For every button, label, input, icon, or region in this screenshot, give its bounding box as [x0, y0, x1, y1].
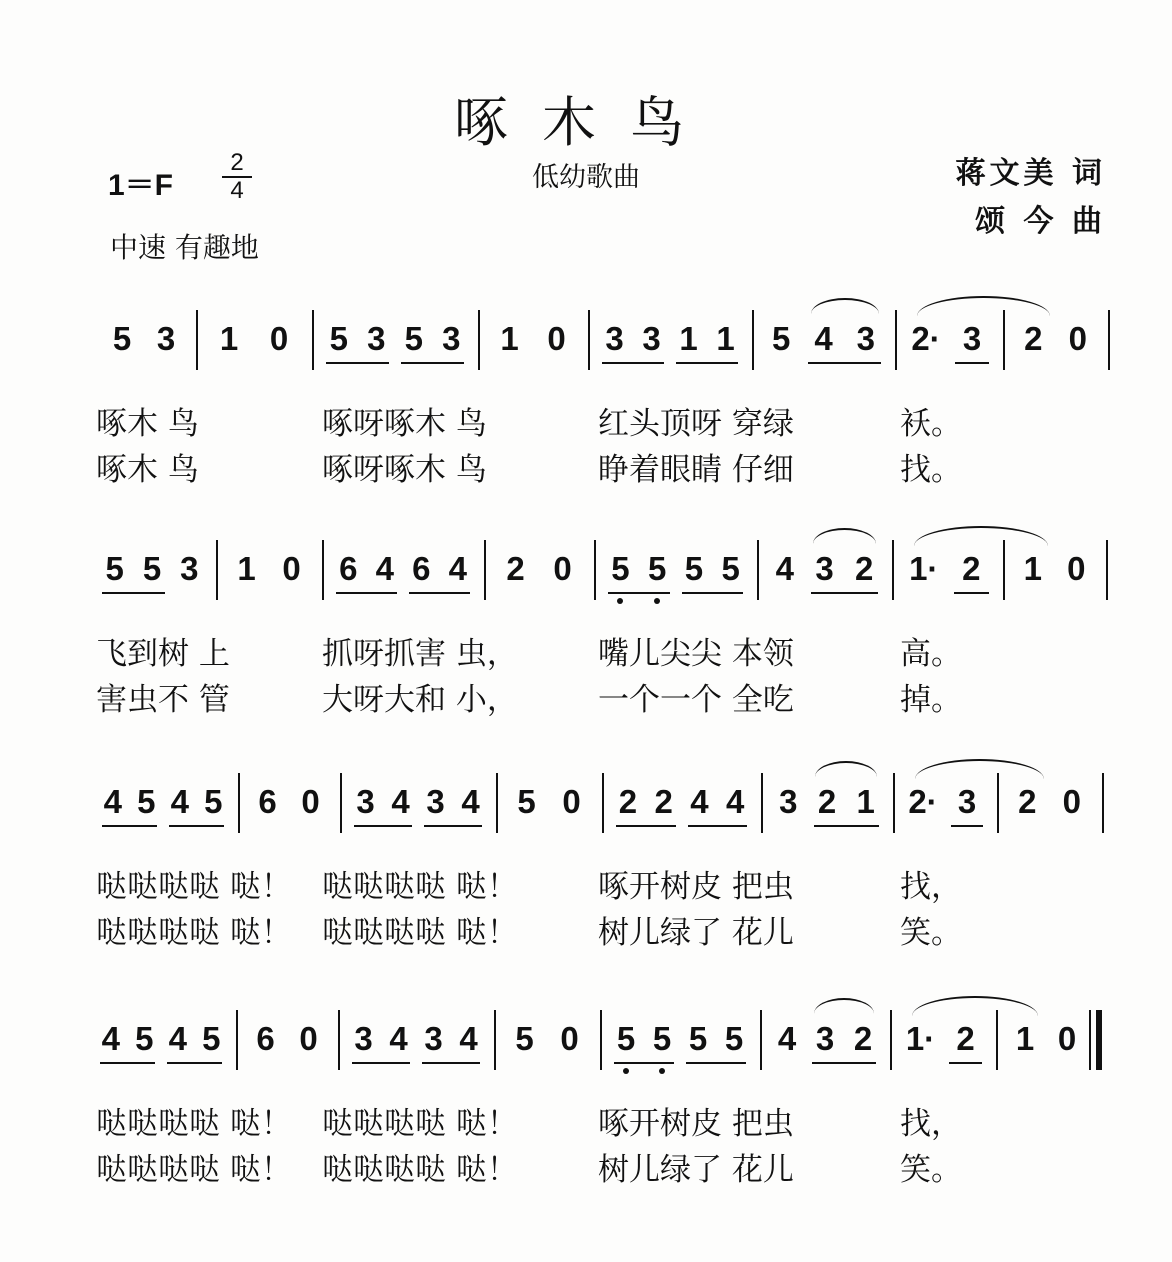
- barline: [895, 310, 897, 370]
- note: 4: [375, 550, 394, 587]
- barline: [1106, 540, 1108, 600]
- meter-bottom: 4: [230, 177, 244, 204]
- note: 2: [854, 550, 874, 587]
- note: 0: [282, 550, 301, 587]
- final-barline: [1096, 1010, 1102, 1070]
- barline: [484, 540, 486, 600]
- eighth-underline: [424, 825, 482, 827]
- tie-arc: [813, 528, 876, 544]
- tie-arc: [914, 526, 1048, 546]
- eighth-underline: [954, 592, 990, 594]
- eighth-underline: [814, 825, 879, 827]
- eighth-underline: [169, 825, 224, 827]
- barline: [760, 1010, 762, 1070]
- note: 3: [354, 1020, 373, 1057]
- note: 4: [103, 783, 122, 820]
- lyric-line-1: 啄开树皮 把虫: [598, 1106, 794, 1142]
- note: 4: [777, 1020, 797, 1057]
- lyric-line-1: 啄木 鸟: [96, 406, 199, 442]
- note: 0: [269, 320, 289, 357]
- note: 0: [1067, 550, 1086, 587]
- eighth-underline: [812, 1062, 876, 1064]
- note: 3: [426, 783, 445, 820]
- tie-arc: [917, 296, 1050, 316]
- note: 1: [716, 320, 735, 357]
- barline: [602, 773, 604, 833]
- lyric-line-2: 啄木 鸟: [96, 452, 199, 488]
- lyric-line-2: 哒哒哒哒 哒！: [322, 1152, 518, 1188]
- eighth-underline: [955, 362, 989, 364]
- note: 2: [1018, 783, 1037, 820]
- barline: [322, 540, 324, 600]
- note: 3: [156, 320, 176, 357]
- note: 4: [389, 1020, 408, 1057]
- eighth-underline: [336, 592, 397, 594]
- note: 3: [605, 320, 624, 357]
- eighth-underline: [616, 825, 676, 827]
- note: 5: [142, 550, 162, 587]
- note: 0: [1062, 783, 1081, 820]
- eighth-underline: [102, 825, 157, 827]
- eighth-underline: [811, 592, 878, 594]
- note: 4: [775, 550, 795, 587]
- note: 6: [339, 550, 358, 587]
- lyric-line-1: 找，: [900, 869, 962, 905]
- note: 5: [721, 550, 740, 587]
- note: 2: [1024, 320, 1043, 357]
- key-signature: 1＝F: [108, 169, 174, 202]
- note: 5: [112, 320, 132, 357]
- lower-octave-dot: [659, 1068, 665, 1074]
- lyric-line-1: 啄开树皮 把虫: [598, 869, 794, 905]
- note: 4: [170, 783, 189, 820]
- lyric-line-2: 掉。: [900, 682, 962, 718]
- note: 3: [356, 783, 375, 820]
- barline: [216, 540, 218, 600]
- lyric-line-2: 一个一个 全吃: [598, 682, 794, 718]
- note: 1: [500, 320, 519, 357]
- note: 2: [618, 783, 638, 820]
- note: 2: [962, 550, 981, 587]
- note: 6: [258, 783, 277, 820]
- lower-octave-dot: [654, 598, 660, 604]
- barline: [588, 310, 590, 370]
- eighth-underline: [688, 825, 748, 827]
- tempo-marking: 中速 有趣地: [110, 231, 259, 264]
- eighth-underline: [614, 1062, 674, 1064]
- eighth-underline: [167, 1062, 222, 1064]
- lyric-line-2: 睁着眼睛 仔细: [598, 452, 794, 488]
- eighth-underline: [949, 1062, 982, 1064]
- note: 3: [815, 1020, 835, 1057]
- eighth-underline: [401, 362, 464, 364]
- eighth-underline: [676, 362, 738, 364]
- lyric-line-2: 笑。: [900, 915, 962, 951]
- note: 0: [1068, 320, 1087, 357]
- tie-arc: [912, 996, 1038, 1016]
- barline: [1003, 310, 1005, 370]
- note: 4: [461, 783, 480, 820]
- song-title: 啄木鸟: [454, 91, 718, 154]
- eighth-underline: [326, 362, 389, 364]
- eighth-underline: [686, 1062, 746, 1064]
- note: 5: [647, 550, 667, 587]
- barline: [892, 540, 894, 600]
- note: 1: [219, 320, 239, 357]
- note: 0: [1057, 1020, 1077, 1057]
- note: 1: [679, 320, 698, 357]
- note: 5: [105, 550, 124, 587]
- note: 5: [771, 320, 791, 357]
- lyric-line-1: 嘴儿尖尖 本领: [598, 636, 794, 672]
- barline: [1102, 773, 1104, 833]
- note: 4: [814, 320, 833, 357]
- barline: [196, 310, 198, 370]
- eighth-underline: [100, 1062, 155, 1064]
- note: 5: [616, 1020, 636, 1057]
- note: 0: [560, 1020, 579, 1057]
- eighth-underline: [951, 825, 983, 827]
- barline: [238, 773, 240, 833]
- barline: [1089, 1010, 1091, 1070]
- note: 4: [459, 1020, 478, 1057]
- note: 3: [424, 1020, 443, 1057]
- eighth-underline: [608, 592, 670, 594]
- lower-octave-dot: [623, 1068, 629, 1074]
- note: 0: [299, 1020, 318, 1057]
- barline: [761, 773, 763, 833]
- note: 2: [654, 783, 673, 820]
- barline: [594, 540, 596, 600]
- note: 5: [688, 1020, 708, 1057]
- lyric-line-1: 哒哒哒哒 哒！: [322, 1106, 518, 1142]
- lyric-line-1: 啄呀啄木 鸟: [322, 406, 487, 442]
- note: 5: [135, 1020, 154, 1057]
- barline: [496, 773, 498, 833]
- note: 5: [684, 550, 704, 587]
- note: 5: [404, 320, 423, 357]
- eighth-underline: [352, 1062, 410, 1064]
- note: 3: [957, 783, 977, 820]
- lyric-line-2: 树儿绿了 花儿: [598, 915, 794, 951]
- note: 6: [256, 1020, 275, 1057]
- note: 2: [817, 783, 837, 820]
- lyricist-credit: 蒋文美 词: [955, 156, 1106, 191]
- note: 4: [448, 550, 467, 587]
- meter-top: 2: [230, 149, 244, 176]
- lyric-line-2: 树儿绿了 花儿: [598, 1152, 794, 1188]
- time-signature: [218, 150, 256, 204]
- note: 6: [412, 550, 431, 587]
- song-genre: 低幼歌曲: [532, 162, 640, 193]
- note: 2: [506, 550, 525, 587]
- note: 0: [562, 783, 581, 820]
- note: 3: [642, 320, 661, 357]
- lyric-line-2: 哒哒哒哒 哒！: [96, 915, 292, 951]
- note: 5: [137, 783, 156, 820]
- barline: [757, 540, 759, 600]
- note: 3: [962, 320, 982, 357]
- note: 3: [180, 550, 199, 587]
- note: 0: [301, 783, 320, 820]
- note: 4: [725, 783, 745, 820]
- lyric-line-1: 袄。: [900, 406, 962, 442]
- note: 4: [391, 783, 410, 820]
- lyric-line-1: 红头顶呀 穿绿: [598, 406, 794, 442]
- lyric-line-2: 笑。: [900, 1152, 962, 1188]
- barline: [338, 1010, 340, 1070]
- barline: [340, 773, 342, 833]
- tie-arc: [811, 298, 879, 314]
- tie-arc: [915, 759, 1044, 779]
- note: 1: [1023, 550, 1042, 587]
- note: 1: [1015, 1020, 1035, 1057]
- barline: [890, 1010, 892, 1070]
- note: 5: [204, 783, 223, 820]
- barline: [600, 1010, 602, 1070]
- note: 5: [517, 783, 536, 820]
- lyric-line-2: 哒哒哒哒 哒！: [96, 1152, 292, 1188]
- barline: [893, 773, 895, 833]
- note: 3: [367, 320, 386, 357]
- barline: [478, 310, 480, 370]
- lyric-line-1: 哒哒哒哒 哒！: [96, 869, 292, 905]
- note: 5: [329, 320, 348, 357]
- barline: [996, 1010, 998, 1070]
- note: 3: [442, 320, 461, 357]
- lyric-line-1: 哒哒哒哒 哒！: [96, 1106, 292, 1142]
- eighth-underline: [354, 825, 412, 827]
- note: 1·: [905, 1020, 936, 1057]
- lyric-line-1: 哒哒哒哒 哒！: [322, 869, 518, 905]
- eighth-underline: [602, 362, 664, 364]
- lower-octave-dot: [617, 598, 623, 604]
- note: 2: [853, 1020, 873, 1057]
- eighth-underline: [102, 592, 165, 594]
- note: 2·: [908, 783, 938, 820]
- note: 3: [779, 783, 798, 820]
- barline: [1003, 540, 1005, 600]
- note: 5: [652, 1020, 672, 1057]
- barline: [997, 773, 999, 833]
- note: 5: [724, 1020, 744, 1057]
- lyric-line-2: 啄呀啄木 鸟: [322, 452, 487, 488]
- note: 1·: [909, 550, 939, 587]
- barline: [494, 1010, 496, 1070]
- lyric-line-2: 大呀大和 小，: [322, 682, 518, 718]
- note: 1: [856, 783, 875, 820]
- note: 2·: [911, 320, 941, 357]
- note: 4: [168, 1020, 187, 1057]
- note: 3: [856, 320, 876, 357]
- eighth-underline: [409, 592, 470, 594]
- note: 0: [553, 550, 572, 587]
- note: 0: [547, 320, 566, 357]
- barline: [752, 310, 754, 370]
- barline: [312, 310, 314, 370]
- eighth-underline: [682, 592, 744, 594]
- note: 2: [956, 1020, 975, 1057]
- lyric-line-1: 飞到树 上: [96, 636, 230, 672]
- note: 4: [690, 783, 709, 820]
- note: 5: [202, 1020, 221, 1057]
- lyric-line-2: 哒哒哒哒 哒！: [322, 915, 518, 951]
- note: 5: [611, 550, 630, 587]
- lyric-line-2: 找。: [900, 452, 962, 488]
- eighth-underline: [422, 1062, 480, 1064]
- lyric-line-2: 害虫不 管: [96, 682, 230, 718]
- lyric-line-1: 找，: [900, 1106, 962, 1142]
- note: 5: [515, 1020, 534, 1057]
- composer-credit: 颂 今 曲: [975, 204, 1106, 239]
- note: 3: [815, 550, 834, 587]
- note: 1: [237, 550, 256, 587]
- barline: [1108, 310, 1110, 370]
- lyric-line-1: 抓呀抓害 虫，: [322, 636, 518, 672]
- tie-arc: [814, 998, 875, 1014]
- barline: [236, 1010, 238, 1070]
- note: 4: [101, 1020, 120, 1057]
- eighth-underline: [808, 362, 881, 364]
- lyric-line-1: 高。: [900, 636, 962, 672]
- tie-arc: [815, 761, 877, 777]
